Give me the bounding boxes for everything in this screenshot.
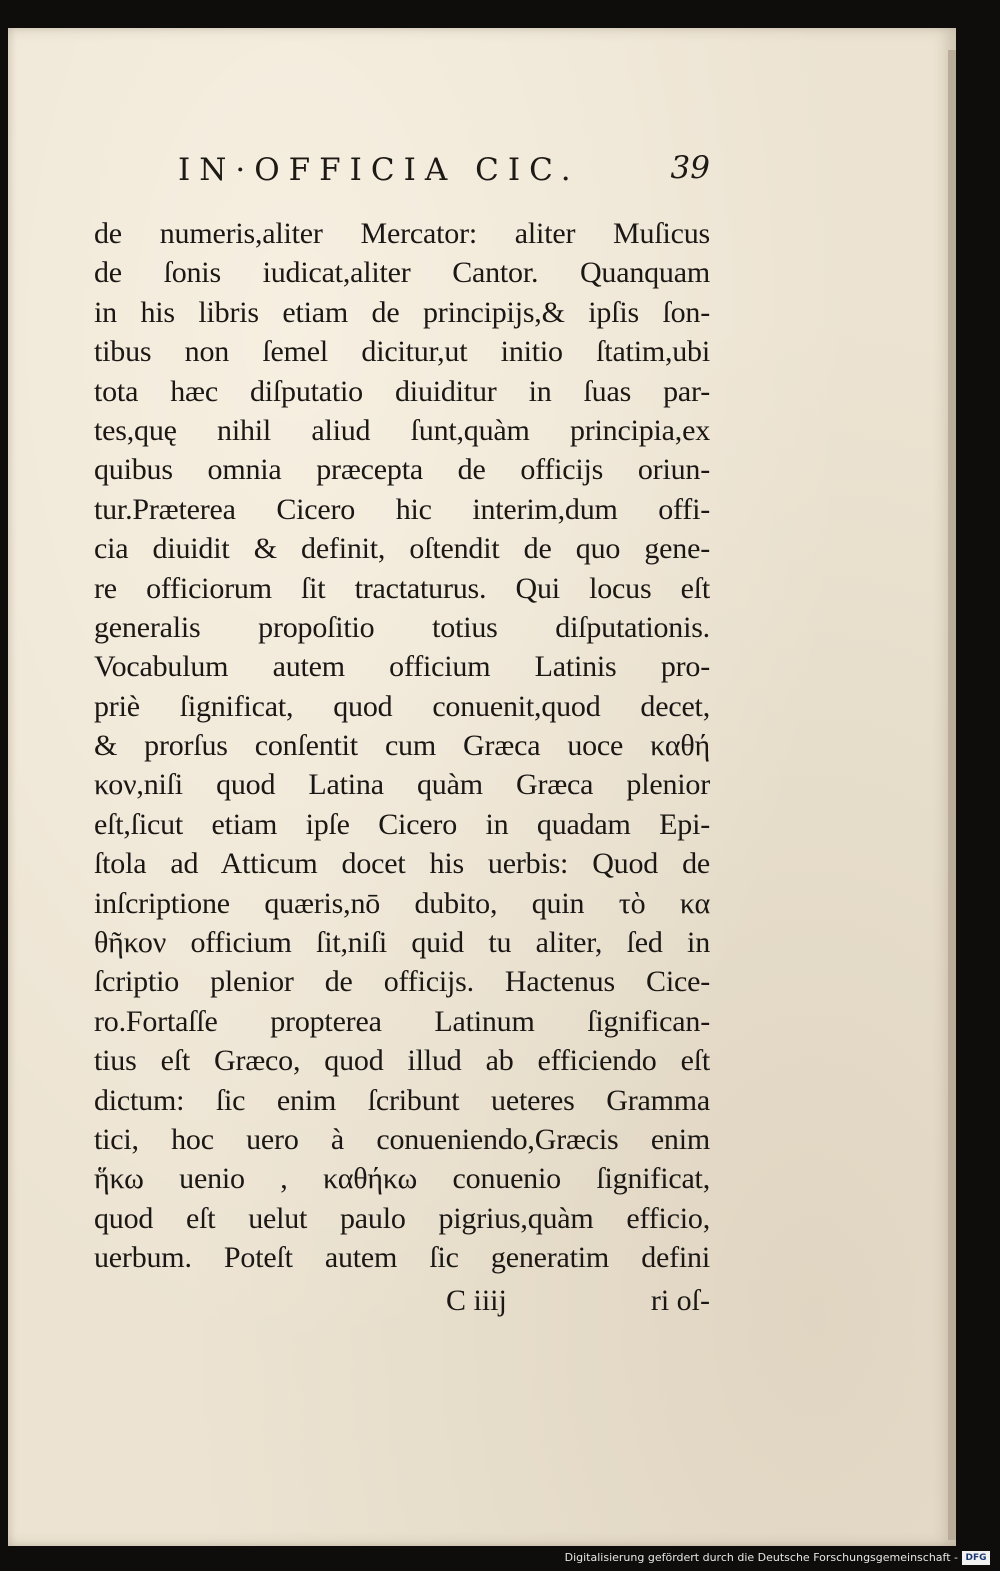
text-line: κον,niſi quod Latina quàm Græca plenior bbox=[94, 768, 710, 802]
text-line: cia diuidit & definit, oſtendit de quo gene- bbox=[94, 532, 710, 566]
page-edge bbox=[948, 50, 956, 1540]
page-number: 39 bbox=[670, 150, 710, 186]
text-line: priè ſignificat, quod conuenit,quod decet, bbox=[94, 689, 710, 723]
text-line: ſtola ad Atticum docet his uerbis: Quod de bbox=[94, 847, 710, 881]
text-line: tius eſt Græco, quod illud ab efficiendo eſt bbox=[94, 1044, 710, 1078]
text-line: re officiorum ſit tractaturus. Qui locus eſt bbox=[94, 571, 710, 605]
book-page bbox=[8, 28, 956, 1546]
running-head-title: IN·OFFICIA CIC. bbox=[178, 152, 580, 188]
digitization-credit: Digitalisierung gefördert durch die Deutsche Forschungsgemeinschaft - bbox=[564, 1551, 958, 1564]
text-line: ro.Fortaſſe propterea Latinum ſignifican- bbox=[94, 1004, 710, 1038]
signature-mark: C iiij bbox=[446, 1284, 507, 1317]
text-line: uerbum. Poteſt autem ſic generatim defini bbox=[94, 1241, 710, 1275]
text-line: generalis propoſitio totius diſputationis. bbox=[94, 610, 710, 644]
body-text bbox=[94, 214, 710, 1278]
catchword: ri oſ- bbox=[650, 1284, 710, 1317]
text-line: Vocabulum autem officium Latinis pro- bbox=[94, 650, 710, 684]
text-line: tici, hoc uero à conueniendo,Græcis enim bbox=[94, 1122, 710, 1156]
text-line: tes,quę nihil aliud ſunt,quàm principia,ex bbox=[94, 413, 710, 447]
text-line: θῆκον officium ſit,niſi quid tu aliter, ſed in bbox=[94, 926, 710, 960]
text-line: dictum: ſic enim ſcribunt ueteres Gramma bbox=[94, 1083, 710, 1117]
text-line: ἥκω uenio , καθήκω conuenio ſignificat, bbox=[94, 1162, 710, 1196]
text-line: tibus non ſemel dicitur,ut initio ſtatim,ubi bbox=[94, 335, 710, 369]
running-head bbox=[178, 152, 718, 196]
text-line: & prorſus conſentit cum Græca uoce καθή bbox=[94, 729, 710, 763]
text-line: tota hæc diſputatio diuiditur in ſuas par- bbox=[94, 374, 710, 408]
signature-line bbox=[94, 1284, 710, 1324]
dfg-logo: DFG bbox=[962, 1551, 990, 1565]
text-line: inſcriptione quæris,nō dubito, quin τὸ κα bbox=[94, 886, 710, 920]
text-line: eſt,ſicut etiam ipſe Cicero in quadam Epi- bbox=[94, 807, 710, 841]
text-line: ſcriptio plenior de officijs. Hactenus Cice- bbox=[94, 965, 710, 999]
text-line: de ſonis iudicat,aliter Cantor. Quanquam bbox=[94, 256, 710, 290]
text-line: de numeris,aliter Mercator: aliter Muſicus bbox=[94, 217, 710, 250]
text-line: in his libris etiam de principijs,& ipſis ſon- bbox=[94, 295, 710, 329]
text-line: tur.Præterea Cicero hic interim,dum offi- bbox=[94, 492, 710, 526]
text-line: quod eſt uelut paulo pigrius,quàm efficio, bbox=[94, 1201, 710, 1235]
text-line: quibus omnia præcepta de officijs oriun- bbox=[94, 453, 710, 487]
